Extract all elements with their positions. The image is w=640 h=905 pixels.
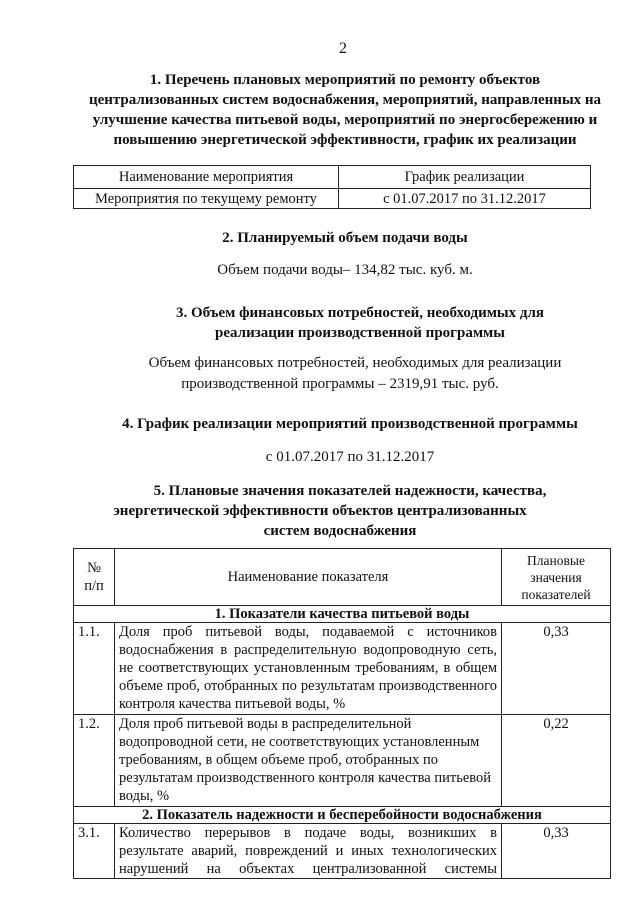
text-line: нарушений на объектах централизованной системы: [119, 861, 497, 877]
text-line: Объем финансовых потребностей, необходимых для реализации: [148, 355, 562, 371]
table-row: [74, 189, 591, 209]
row-number: 1.1.: [74, 623, 115, 715]
table-row: [74, 623, 611, 715]
text-line: производственной программы – 2319,91 тыс. руб.: [181, 376, 499, 392]
planned-value: 0,33: [502, 623, 611, 715]
water-supply-volume: Объем подачи воды– 134,82 тыс. куб. м.: [217, 262, 473, 278]
activity-schedule: с 01.07.2017 по 31.12.2017: [339, 189, 591, 209]
title-line: повышению энергетической эффективности, график их реализации: [113, 132, 577, 148]
indicators-table: [73, 548, 611, 879]
group-header-reliability: 2. Показатель надежности и бесперебойности водоснабжения: [74, 807, 611, 824]
planned-value: 0,33: [502, 824, 611, 879]
page-number: 2: [339, 40, 347, 57]
activities-table: [73, 165, 591, 209]
header-number-line: №: [87, 560, 101, 576]
text-line: воды, %: [119, 788, 170, 804]
row-number: 3.1.: [74, 824, 115, 879]
header-value-line: Плановые: [527, 552, 585, 568]
header-schedule: График реализации: [339, 166, 591, 189]
indicator-name: [115, 623, 502, 715]
planned-value: 0,22: [502, 715, 611, 807]
section2-title: 2. Планируемый объем подачи воды: [222, 230, 468, 246]
title-line: реализации производственной программы: [215, 325, 505, 341]
title-line: централизованных систем водоснабжения, мероприятий, направленных на: [88, 92, 602, 108]
text-line: результате аварий, повреждений и иных технологических: [119, 843, 497, 859]
text-line: контроля качества питьевой воды, %: [119, 696, 346, 712]
header-activity-name: Наименование мероприятия: [74, 166, 339, 189]
indicator-name: [115, 824, 502, 879]
section5-title: [60, 481, 640, 541]
text-line: водоснабжения в распределительную водопроводную сеть,: [119, 642, 497, 658]
header-value-line: значения: [530, 569, 582, 585]
text-line: объеме проб, отобранных по результатам производственного: [119, 678, 497, 694]
header-value-line: показателей: [521, 586, 591, 602]
title-line: улучшение качества питьевой воды, мероприятий по энергосбережению и: [92, 112, 598, 128]
header-indicator-name: Наименование показателя: [115, 549, 502, 606]
text-line: требованиям, в общем объеме проб, отобранных по: [119, 752, 439, 768]
row-number: 1.2.: [74, 715, 115, 807]
title-line: 3. Объем финансовых потребностей, необходимых для: [175, 305, 545, 321]
title-line: 5. Плановые значения показателей надежности, качества,: [153, 483, 547, 499]
text-line: результатам производственного контроля качества питьевой: [119, 770, 492, 786]
table-row: [74, 824, 611, 879]
text-line: не соответствующих установленным требованиям, в общем: [119, 660, 497, 676]
section1-title: [60, 70, 630, 150]
section4-title: 4. График реализации мероприятий производственной программы: [122, 416, 578, 432]
title-line: энергетической эффективности объектов централизованных: [113, 503, 527, 519]
indicator-name: [115, 715, 502, 807]
text-line: Доля проб питьевой воды в распределительной: [119, 716, 412, 732]
text-line: Доля проб питьевой воды, подаваемой с источников: [119, 624, 497, 640]
header-number-line: п/п: [84, 578, 104, 594]
title-line: 1. Перечень плановых мероприятий по ремонту объектов: [149, 72, 541, 88]
title-line: систем водоснабжения: [263, 523, 417, 539]
header-number: [74, 549, 115, 606]
text-line: водопроводной сети, не соответствующих установленным: [119, 734, 480, 750]
section3-title: [80, 303, 640, 343]
text-line: Количество перерывов в подаче воды, возникших в: [119, 825, 497, 841]
header-planned-values: [502, 549, 611, 606]
financial-needs-text: [60, 353, 640, 395]
activity-name: Мероприятия по текущему ремонту: [74, 189, 339, 209]
group-header-quality: 1. Показатели качества питьевой воды: [74, 606, 611, 623]
table-row: [74, 715, 611, 807]
implementation-period: с 01.07.2017 по 31.12.2017: [265, 449, 435, 465]
